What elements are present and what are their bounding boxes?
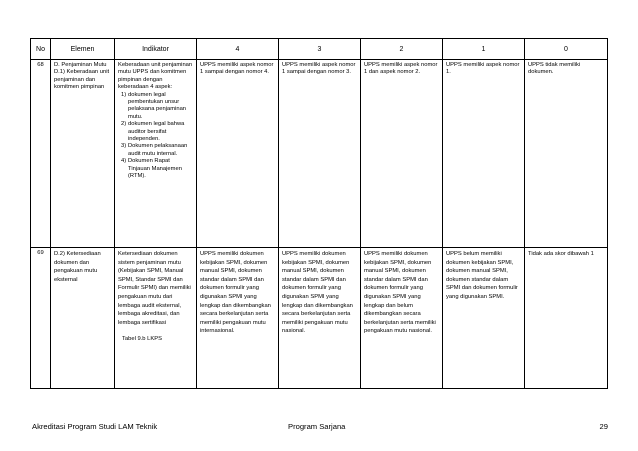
indicator-note: Tabel 9.b LKPS bbox=[122, 336, 162, 343]
score-4-cell: UPPS memiliki dokumen kebijakan SPMI, dokumen manual SPMI, dokumen standar dalam SPMI dan dokumen formulir yang digunakan SPMI yang lengkap dan dikembangkan secara berkelanjutan serta memiliki pengakuan mutu internasional. bbox=[197, 248, 279, 389]
indicator-list bbox=[118, 92, 193, 181]
footer-document-title: Akreditasi Program Studi LAM Teknik bbox=[32, 422, 158, 431]
header-score-3: 3 bbox=[279, 39, 361, 60]
element-cell: D.2) Ketersediaan dokumen dan pengakuan mutu eksternal bbox=[51, 248, 115, 389]
score-0-cell: UPPS tidak memiliki dokumen. bbox=[525, 60, 608, 248]
header-indikator: Indikator bbox=[115, 39, 197, 60]
score-1-cell: UPPS memiliki aspek nomor 1. bbox=[443, 60, 525, 248]
header-score-1: 1 bbox=[443, 39, 525, 60]
element-text: D. Penjaminan Mutu D.1) Keberadaan unit penjaminan dan komitmen pimpinan bbox=[54, 62, 110, 91]
row-number: 69 bbox=[31, 248, 51, 389]
header-score-2: 2 bbox=[361, 39, 443, 60]
header-no: No bbox=[31, 39, 51, 60]
element-cell bbox=[51, 60, 115, 248]
list-item: 1) dokumen legal pembentukan unsur pelaksana penjaminan mutu. bbox=[121, 91, 187, 120]
score-2-cell: UPPS memiliki dokumen kebijakan SPMI, dokumen manual SPMI, dokumen standar dalam SPMI dan dokumen formulir yang digunakan SPMI yang lengkap dan belum dikembangkan secara berkelanjutan serta memiliki pengakuan mutu nasional. bbox=[361, 248, 443, 389]
footer-program-level: Program Sarjana bbox=[288, 422, 346, 431]
header-score-0: 0 bbox=[525, 39, 608, 60]
page-number: 29 bbox=[599, 422, 608, 431]
score-2-cell: UPPS memiliki aspek nomor 1 dan aspek nomor 2. bbox=[361, 60, 443, 248]
score-3-cell: UPPS memiliki aspek nomor 1 sampai dengan nomor 3. bbox=[279, 60, 361, 248]
header-score-4: 4 bbox=[197, 39, 279, 60]
list-item: 2) dokumen legal bahwa auditor bersifat independen. bbox=[121, 121, 185, 143]
header-elemen: Elemen bbox=[51, 39, 115, 60]
indicator-cell bbox=[115, 60, 197, 248]
score-0-cell: Tidak ada skor dibawah 1 bbox=[525, 248, 608, 389]
list-item: 3) Dokumen pelaksanaan audit mutu internal. bbox=[121, 143, 188, 157]
table-row bbox=[31, 60, 608, 248]
list-item: 4) Dokumen Rapat Tinjauan Manajemen (RTM). bbox=[121, 158, 182, 180]
criteria-table bbox=[30, 38, 608, 389]
score-4-cell: UPPS memiliki aspek nomor 1 sampai dengan nomor 4. bbox=[197, 60, 279, 248]
table-header-row bbox=[31, 39, 608, 60]
score-1-cell: UPPS belum memiliki dokumen kebijakan SPMI, dokumen manual SPMI, dokumen standar dalam SPMI dan dokumen formulir yang digunakan SPMI. bbox=[443, 248, 525, 389]
indicator-cell bbox=[115, 248, 197, 389]
row-number: 68 bbox=[31, 60, 51, 248]
indicator-text: Ketersediaan dokumen sistem penjaminan mutu (Kebijakan SPMI, Manual SPMI, Standar SPMI dan Formulir SPMI) dan memiliki pengakuan mutu dari lembaga audit eksternal, lembaga akreditasi, dan lembaga sertifikasi bbox=[118, 251, 191, 326]
indicator-intro: Keberadaan unit penjaminan mutu UPPS dan komitmen pimpinan dengan keberadaan 4 aspek: bbox=[118, 62, 193, 91]
score-3-cell: UPPS memiliki dokumen kebijakan SPMI, dokumen manual SPMI, dokumen standar dalam SPMI dan dokumen formulir yang digunakan SPMI yang lengkap dan dikembangkan secara berkelanjutan serta memiliki pengakuan mutu nasional. bbox=[279, 248, 361, 389]
table-row bbox=[31, 248, 608, 389]
